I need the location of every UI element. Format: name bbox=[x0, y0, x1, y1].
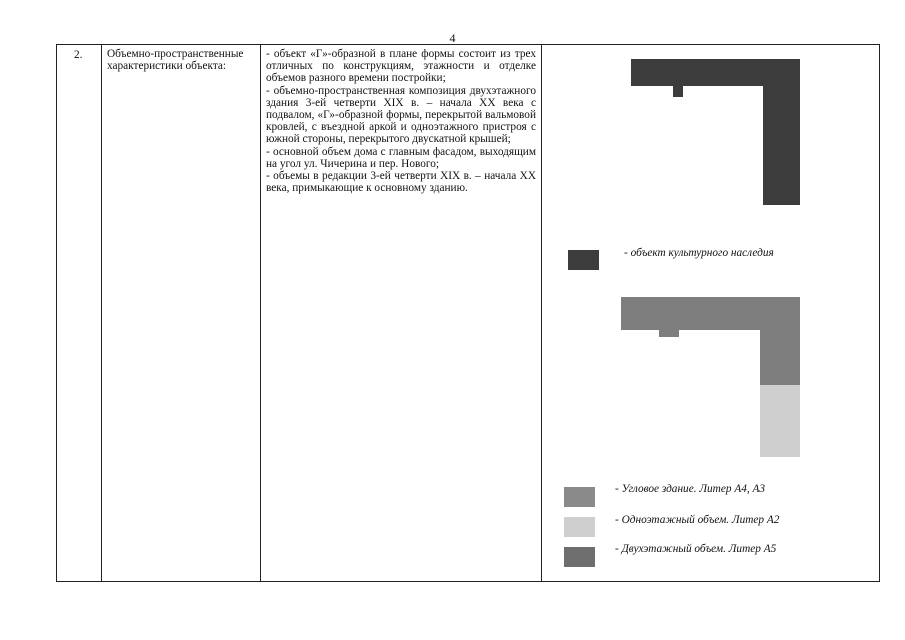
characteristics-table bbox=[56, 44, 880, 582]
table-row bbox=[57, 45, 880, 582]
description-paragraph: - объемы в редакции 3-ей четверти XIX в. – начала XX века, примыкающие к основному зданию. bbox=[266, 170, 536, 195]
row-name: Объемно-пространственные характеристики объекта: bbox=[107, 48, 244, 73]
legend-swatch-one-storey bbox=[564, 517, 595, 537]
heritage-plan-diagram bbox=[542, 45, 879, 215]
row-number: 2. bbox=[74, 49, 83, 61]
legend-label-corner: - Угловое здание. Литер А4, А3 bbox=[615, 483, 766, 495]
row-number-cell bbox=[57, 45, 102, 582]
one-storey-volume-shape bbox=[760, 385, 800, 457]
description-paragraph: - объемно-пространственная композиция двухэтажного здания 3-ей четверти XIX в. – начала XX века с подвалом, «Г»-образной формы, перекрытой вальмовой кровлей, с въездной аркой и одноэтажного пристроя с южной стороны, перекрытого двускатной крышей; bbox=[266, 84, 536, 146]
corner-building-shape bbox=[621, 297, 800, 385]
page-number: 4 bbox=[449, 31, 456, 45]
volumes-plan-diagram bbox=[542, 290, 879, 460]
plan-cell bbox=[542, 45, 880, 582]
legend-swatch-heritage bbox=[568, 250, 599, 270]
legend-swatch-corner bbox=[564, 487, 595, 507]
row-name-cell bbox=[102, 45, 261, 582]
row-description-cell bbox=[261, 45, 542, 582]
description-paragraph: - объект «Г»-образной в плане формы состоит из трех отличных по конструкциям, этажности и отделке объемов разного времени постройки; bbox=[266, 48, 536, 85]
legend-label-heritage: - объект культурного наследия bbox=[624, 247, 774, 259]
legend-label-two-storey: - Двухэтажный объем. Литер А5 bbox=[615, 543, 777, 555]
heritage-building-shape bbox=[631, 59, 800, 205]
legend-swatch-two-storey bbox=[564, 547, 595, 567]
description-paragraph: - основной объем дома с главным фасадом, выходящим на угол ул. Чичерина и пер. Нового; bbox=[266, 145, 536, 170]
legend-label-one-storey: - Одноэтажный объем. Литер А2 bbox=[615, 514, 780, 526]
